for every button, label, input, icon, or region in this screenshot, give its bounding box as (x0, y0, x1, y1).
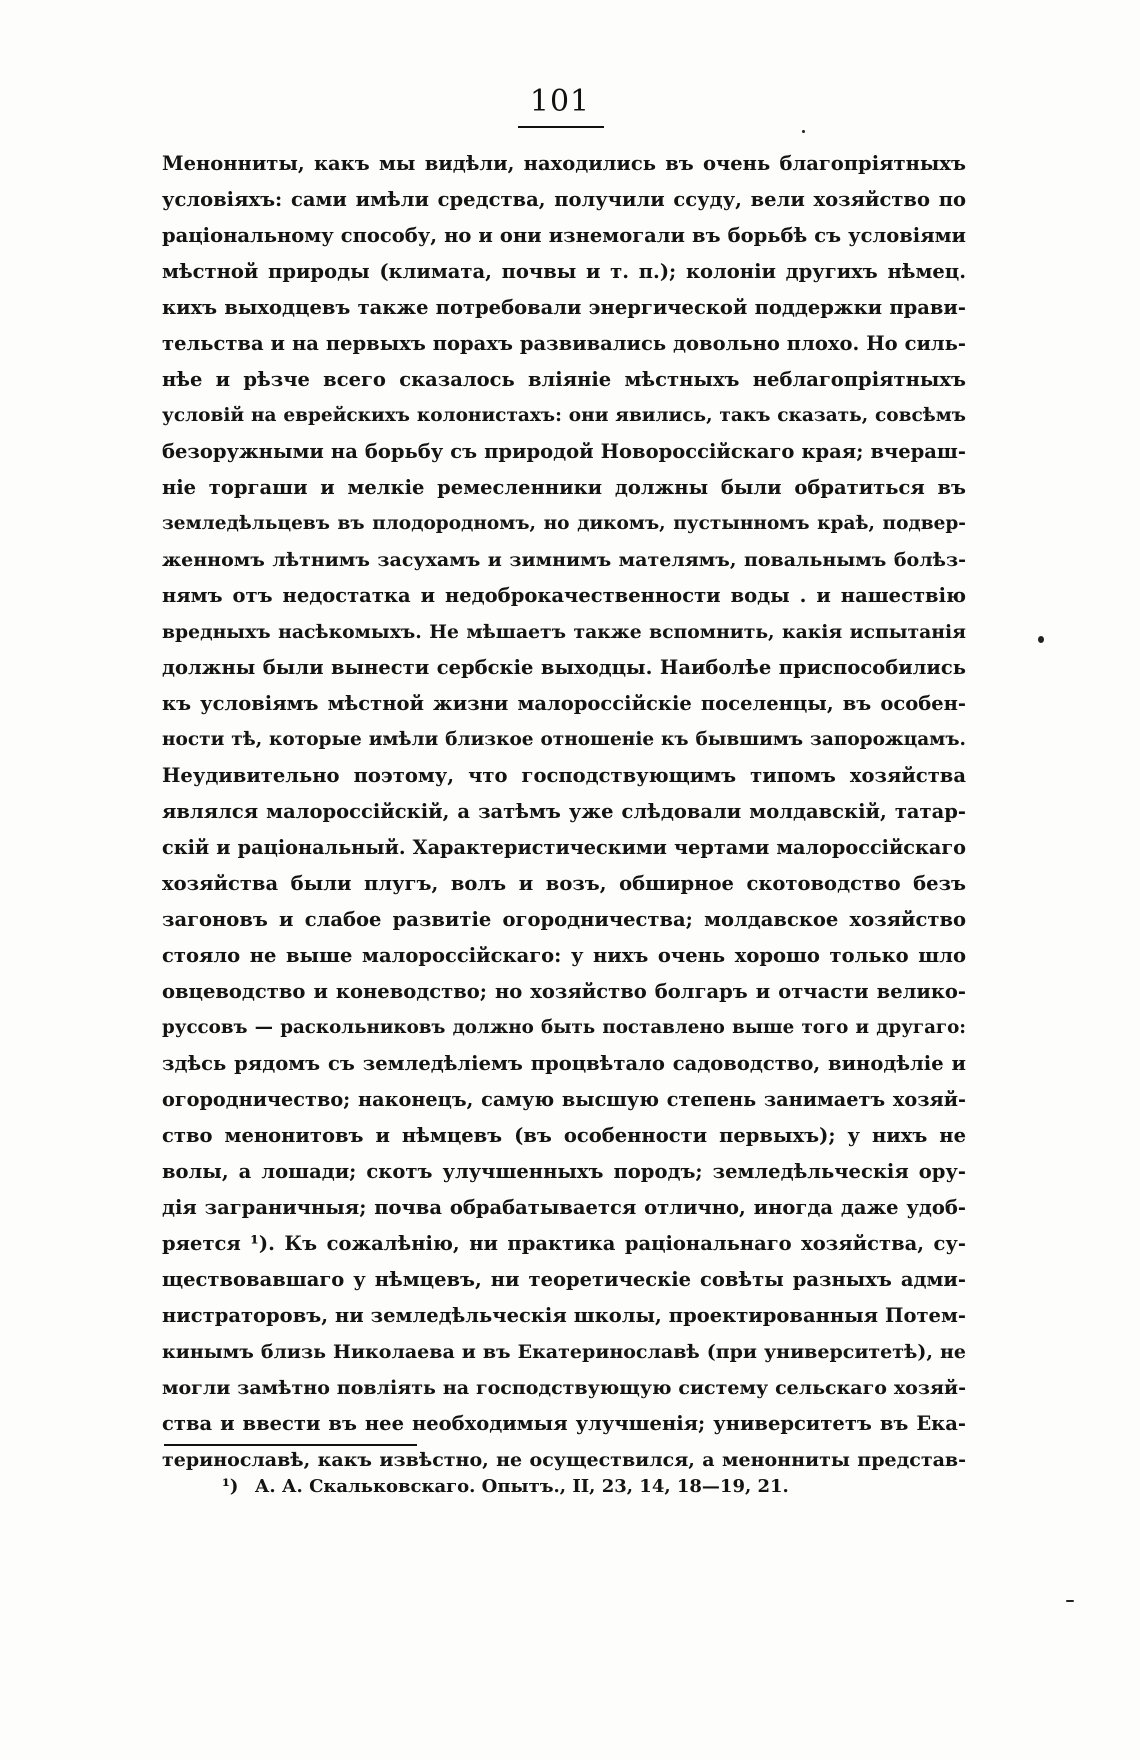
text-line: ство менонитовъ и нѣмцевъ (въ особенности первыхъ); у нихъ не (162, 1124, 966, 1147)
text-line: дія заграничныя; почва обрабатывается отлично, иногда даже удоб- (162, 1196, 966, 1219)
text-line: земледѣльцевъ въ плодородномъ, но дикомъ, пустынномъ краѣ, подвер- (162, 513, 966, 534)
text-line: Неудивительно поэтому, что господствующимъ типомъ хозяйства (162, 764, 966, 787)
text-line: хозяйства были плугъ, волъ и возъ, обширное скотоводство безъ (162, 872, 966, 895)
text-line: теринославѣ, какъ извѣстно, не осуществился, а менонниты представ- (162, 1449, 966, 1471)
page-number: 101 (529, 84, 591, 119)
footnote-marker: ¹) (222, 1476, 239, 1497)
text-line: здѣсь рядомъ съ земледѣліемъ процвѣтало садоводство, винодѣліе и (162, 1052, 966, 1075)
footnote (222, 1476, 789, 1497)
print-speck (1038, 636, 1044, 643)
text-line: женномъ лѣтнимъ засухамъ и зимнимъ мателямъ, повальнымъ болѣз- (162, 549, 966, 571)
text-line: стояло не выше малороссійскаго: у нихъ очень хорошо только шло (162, 944, 966, 967)
text-line: могли замѣтно повліять на господствующую систему сельскаго хозяй- (162, 1377, 966, 1399)
text-line: безоружными на борьбу съ природой Новороссійскаго края; вчераш- (162, 440, 966, 463)
text-line: скій и раціональный. Характеристическими чертами малороссійскаго (162, 836, 966, 859)
text-line: овцеводство и коневодство; но хозяйство болгаръ и отчасти велико- (162, 980, 966, 1003)
text-line: Менонниты, какъ мы видѣли, находились въ очень благопріятныхъ (162, 152, 966, 175)
text-line: кинымъ близь Николаева и въ Екатеринославѣ (при университетѣ), не (162, 1341, 966, 1363)
text-line: ряется ¹). Къ сожалѣнію, ни практика раціональнаго хозяйства, су- (162, 1232, 966, 1255)
page-number-underline (518, 126, 604, 128)
text-line: нистраторовъ, ни земледѣльческія школы, проектированныя Потем- (162, 1304, 966, 1327)
text-line: ности тѣ, которые имѣли близкое отношеніе къ бывшимъ запорожцамъ. (162, 729, 966, 750)
text-line: условій на еврейскихъ колонистахъ: они явились, такъ сказать, совсѣмъ (162, 405, 966, 426)
text-line: мѣстной природы (климата, почвы и т. п.); колоніи другихъ нѣмец. (162, 260, 966, 283)
text-line: къ условіямъ мѣстной жизни малороссійскіе поселенцы, въ особен- (162, 692, 966, 715)
text-line: руссовъ — раскольниковъ должно быть поставлено выше того и другаго: (162, 1017, 966, 1038)
text-line: ніе торгаши и мелкіе ремесленники должны были обратиться въ (162, 476, 966, 499)
text-line: условіяхъ: сами имѣли средства, получили ссуду, вели хозяйство по (162, 188, 966, 211)
body-text (162, 146, 966, 1478)
text-line: нямъ отъ недостатка и недоброкачественности воды . и нашествію (162, 584, 966, 607)
text-line: ществовавшаго у нѣмцевъ, ни теоретическіе совѣты разныхъ адми- (162, 1268, 966, 1291)
text-line: тельства и на первыхъ порахъ развивались довольно плохо. Но силь- (162, 332, 966, 355)
text-line: кихъ выходцевъ также потребовали энергической поддержки прави- (162, 296, 966, 319)
text-line: ства и ввести въ нее необходимыя улучшенія; университетъ въ Ека- (162, 1412, 966, 1435)
print-speck (1066, 1600, 1074, 1602)
text-line: огородничество; наконецъ, самую высшую степень занимаетъ хозяй- (162, 1088, 966, 1111)
footnote-text: А. А. Скальковскаго. Опытъ., II, 23, 14, 18—19, 21. (254, 1476, 789, 1497)
print-speck (802, 130, 805, 133)
text-line: должны были вынести сербскіе выходцы. Наиболѣе приспособились (162, 656, 966, 679)
text-line: волы, а лошади; скотъ улучшенныхъ породъ; земледѣльческія ору- (162, 1160, 966, 1183)
text-line: вредныхъ насѣкомыхъ. Не мѣшаетъ также вспомнить, какія испытанія (162, 621, 966, 643)
text-line: раціональному способу, но и они изнемогали въ борьбѣ съ условіями (162, 224, 966, 247)
footnote-divider (164, 1444, 417, 1446)
text-line: нѣе и рѣзче всего сказалось вліяніе мѣстныхъ неблагопріятныхъ (162, 368, 966, 391)
text-line: загоновъ и слабое развитіе огородничества; молдавское хозяйство (162, 908, 966, 931)
text-line: являлся малороссійскій, а затѣмъ уже слѣдовали молдавскій, татар- (162, 800, 966, 823)
